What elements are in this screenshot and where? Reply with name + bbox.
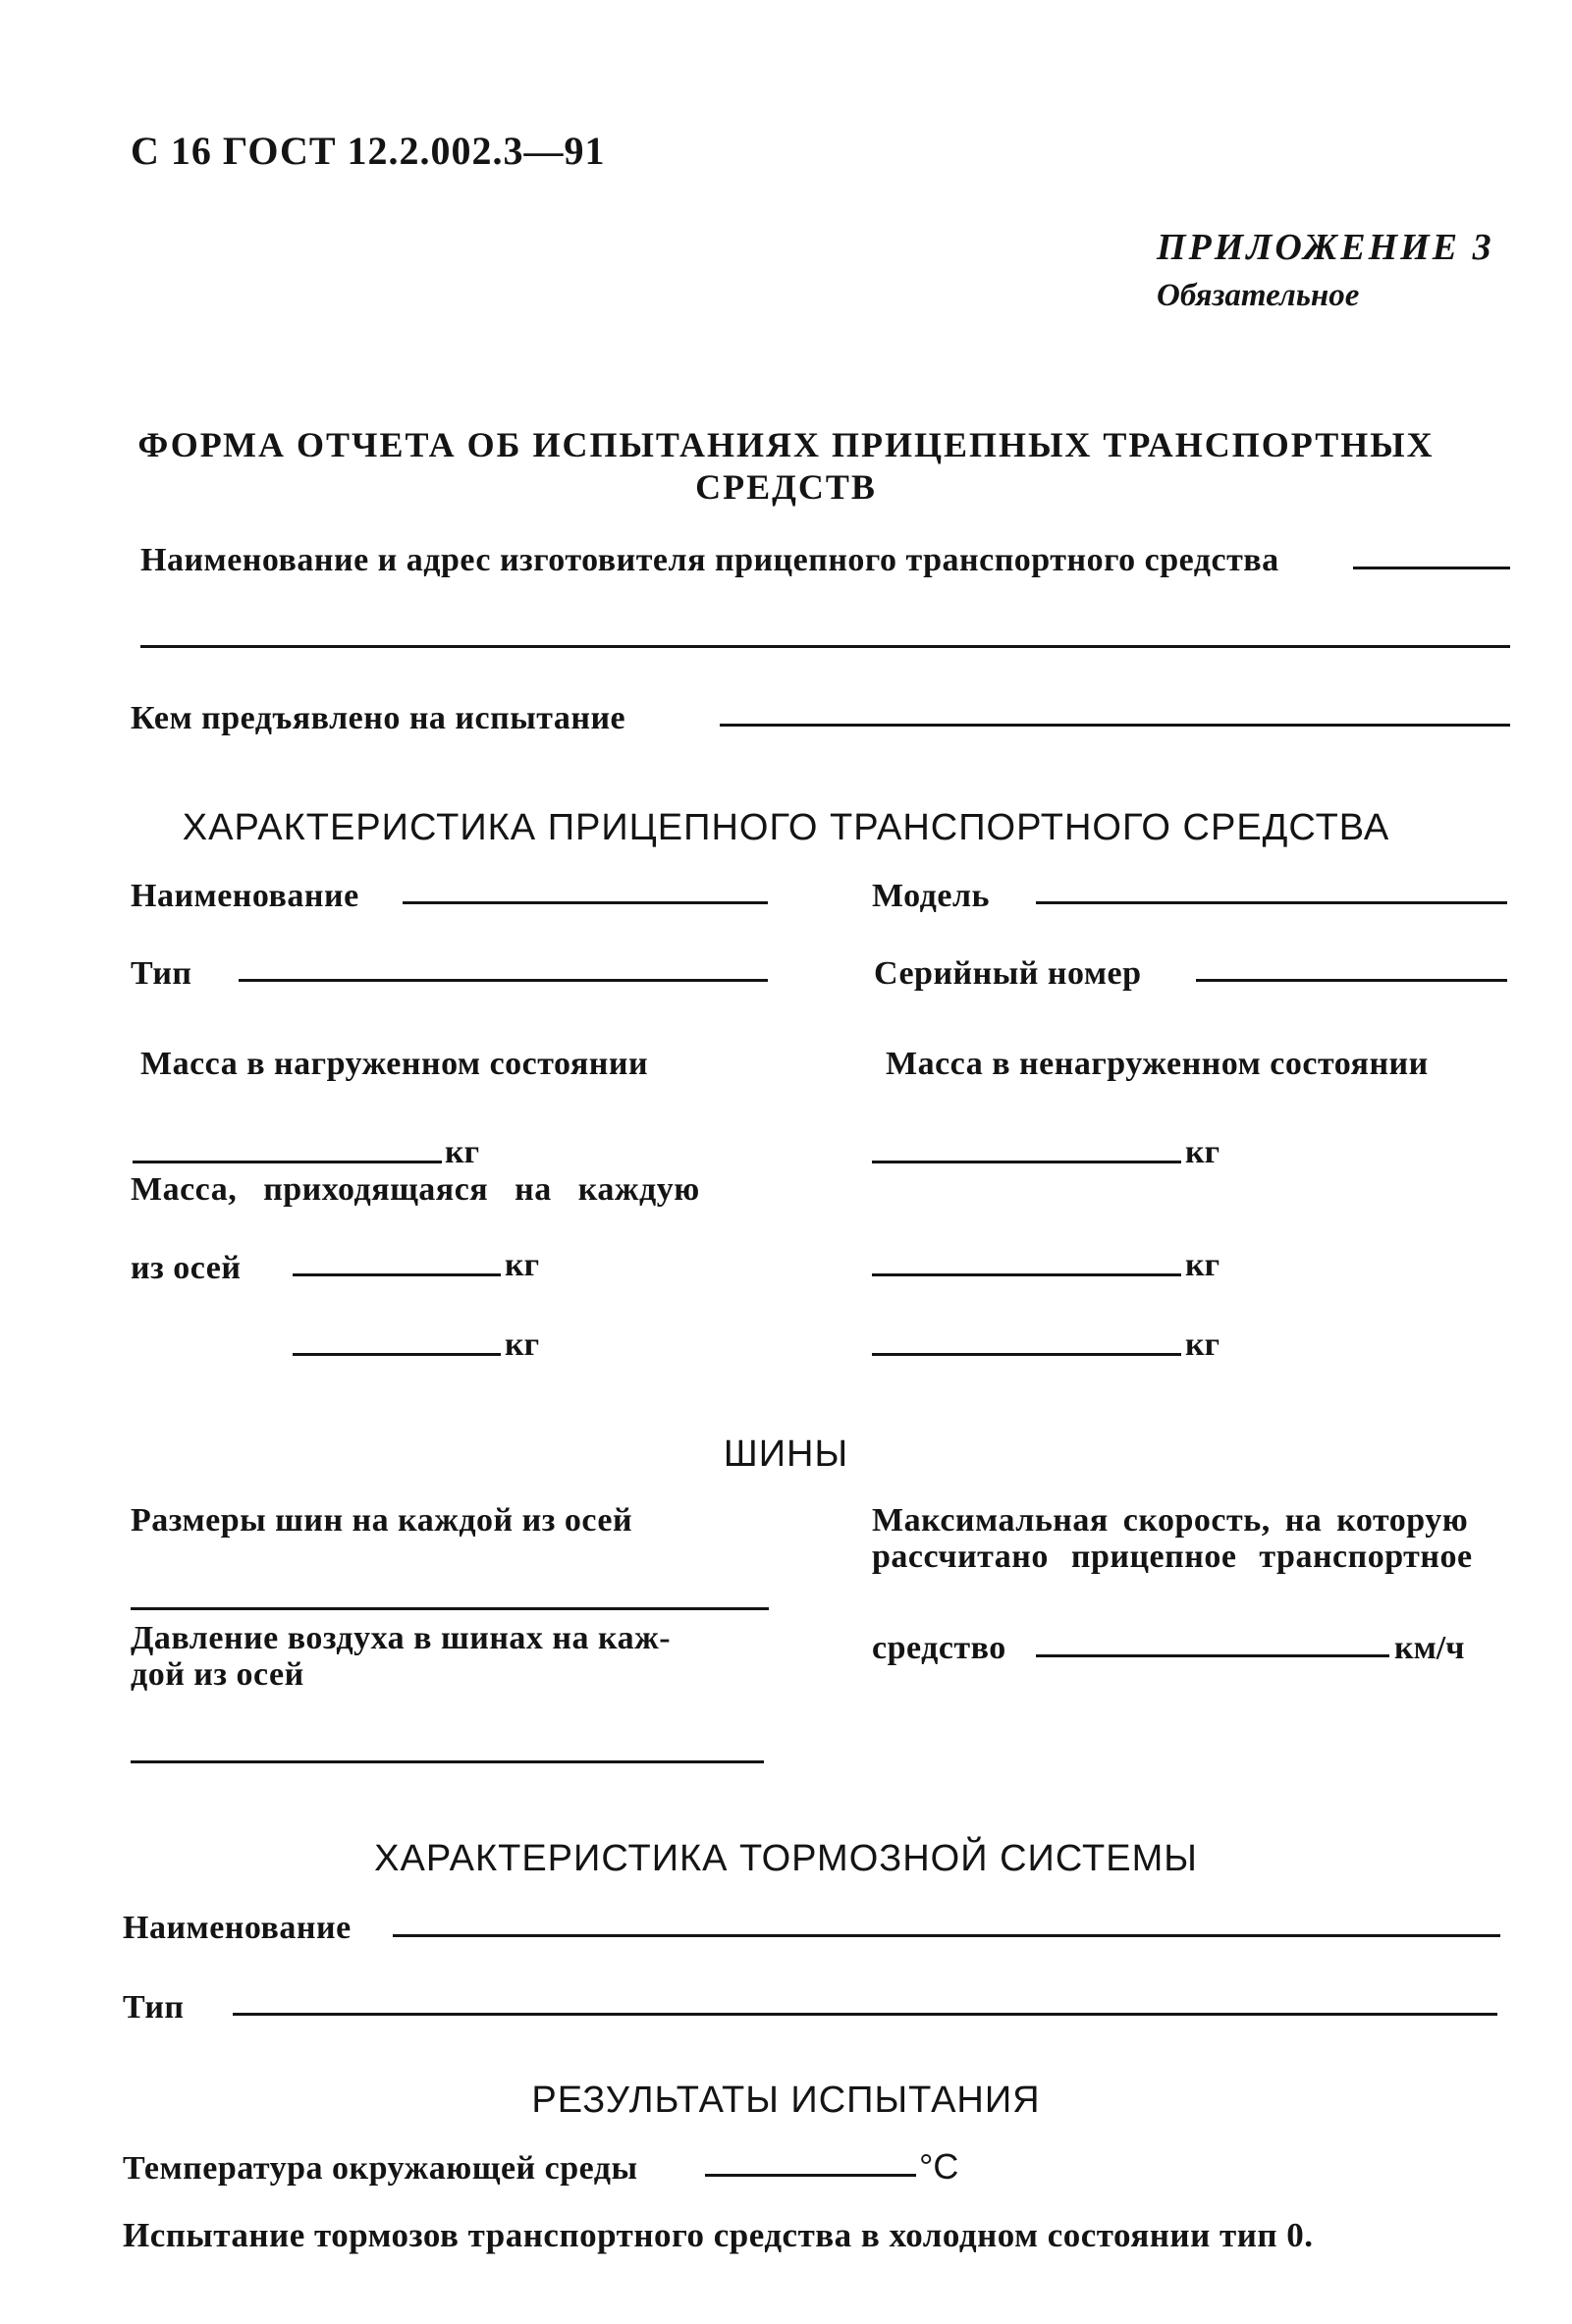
- brakes-section-heading: ХАРАКТЕРИСТИКА ТОРМОЗНОЙ СИСТЕМЫ: [374, 1838, 1198, 1879]
- serial-number-field-line[interactable]: [1196, 979, 1507, 982]
- max-speed-label-line1: Максимальная скорость, на которую: [872, 1502, 1469, 1539]
- ambient-temperature-field-line[interactable]: [705, 2174, 916, 2177]
- tires-section-heading: ШИНЫ: [723, 1433, 849, 1475]
- axle-mass-unit-2: кг: [1185, 1247, 1220, 1283]
- cold-brake-test-label: Испытание тормозов транспортного средства в холодном состоянии тип 0.: [123, 2216, 1314, 2254]
- tire-sizes-field-line[interactable]: [131, 1607, 769, 1610]
- axle-mass-field-line-1[interactable]: [293, 1273, 501, 1276]
- form-title-line1: ФОРМА ОТЧЕТА ОБ ИСПЫТАНИЯХ ПРИЦЕПНЫХ ТРАНСПОРТНЫХ: [137, 425, 1435, 464]
- temperature-unit: °С: [919, 2146, 959, 2187]
- brake-type-field-line[interactable]: [233, 2013, 1497, 2016]
- axle-mass-field-line-2[interactable]: [872, 1273, 1181, 1276]
- brake-type-label: Тип: [123, 1989, 185, 2026]
- tire-sizes-label: Размеры шин на каждой из осей: [131, 1502, 633, 1539]
- axle-mass-unit-4: кг: [1185, 1326, 1220, 1363]
- mass-loaded-label: Масса в нагруженном состоянии: [140, 1046, 649, 1082]
- mass-unloaded-field-line[interactable]: [872, 1161, 1181, 1163]
- vehicle-name-label: Наименование: [131, 878, 359, 914]
- max-speed-unit: км/ч: [1394, 1630, 1465, 1666]
- manufacturer-field-line-2[interactable]: [140, 645, 1510, 648]
- tire-pressure-field-line[interactable]: [131, 1760, 764, 1763]
- mass-unloaded-unit: кг: [1185, 1134, 1220, 1170]
- vehicle-type-label: Тип: [131, 955, 192, 992]
- appendix-status: Обязательное: [1157, 278, 1360, 313]
- submitted-by-field-line[interactable]: [720, 724, 1510, 727]
- ambient-temperature-label: Температура окружающей среды: [123, 2150, 638, 2187]
- mass-loaded-field-line[interactable]: [133, 1161, 442, 1163]
- vehicle-section-heading: ХАРАКТЕРИСТИКА ПРИЦЕПНОГО ТРАНСПОРТНОГО СРЕДСТВА: [182, 807, 1390, 848]
- axle-mass-label-line1: Масса, приходящаяся на каждую: [131, 1171, 700, 1208]
- vehicle-model-label: Модель: [872, 878, 991, 914]
- axle-mass-unit-3: кг: [505, 1326, 540, 1363]
- max-speed-field-line[interactable]: [1036, 1654, 1389, 1657]
- axle-mass-label-line2: из осей: [131, 1250, 242, 1286]
- tire-pressure-label-line1: Давление воздуха в шинах на каж-: [131, 1620, 672, 1656]
- max-speed-label-line2: рассчитано прицепное транспортное: [872, 1539, 1473, 1575]
- brake-name-field-line[interactable]: [393, 1934, 1500, 1937]
- axle-mass-field-line-3[interactable]: [293, 1353, 501, 1356]
- results-section-heading: РЕЗУЛЬТАТЫ ИСПЫТАНИЯ: [531, 2080, 1041, 2121]
- document-code: С 16 ГОСТ 12.2.002.3—91: [131, 129, 606, 173]
- vehicle-model-field-line[interactable]: [1036, 901, 1507, 904]
- tire-pressure-label-line2: дой из осей: [131, 1656, 304, 1693]
- serial-number-label: Серийный номер: [874, 955, 1142, 992]
- mass-loaded-unit: кг: [445, 1134, 480, 1170]
- appendix-label: ПРИЛОЖЕНИЕ 3: [1157, 227, 1494, 268]
- vehicle-type-field-line[interactable]: [239, 979, 768, 982]
- manufacturer-label: Наименование и адрес изготовителя прицепного транспортного средства: [140, 542, 1279, 578]
- submitted-by-label: Кем предъявлено на испытание: [131, 700, 626, 736]
- brake-name-label: Наименование: [123, 1910, 352, 1946]
- form-title-line2: СРЕДСТВ: [695, 467, 877, 507]
- axle-mass-field-line-4[interactable]: [872, 1353, 1181, 1356]
- axle-mass-unit-1: кг: [505, 1247, 540, 1283]
- max-speed-label-line3: средство: [872, 1630, 1006, 1666]
- manufacturer-field-line[interactable]: [1353, 567, 1510, 569]
- mass-unloaded-label: Масса в ненагруженном состоянии: [886, 1046, 1429, 1082]
- vehicle-name-field-line[interactable]: [403, 901, 768, 904]
